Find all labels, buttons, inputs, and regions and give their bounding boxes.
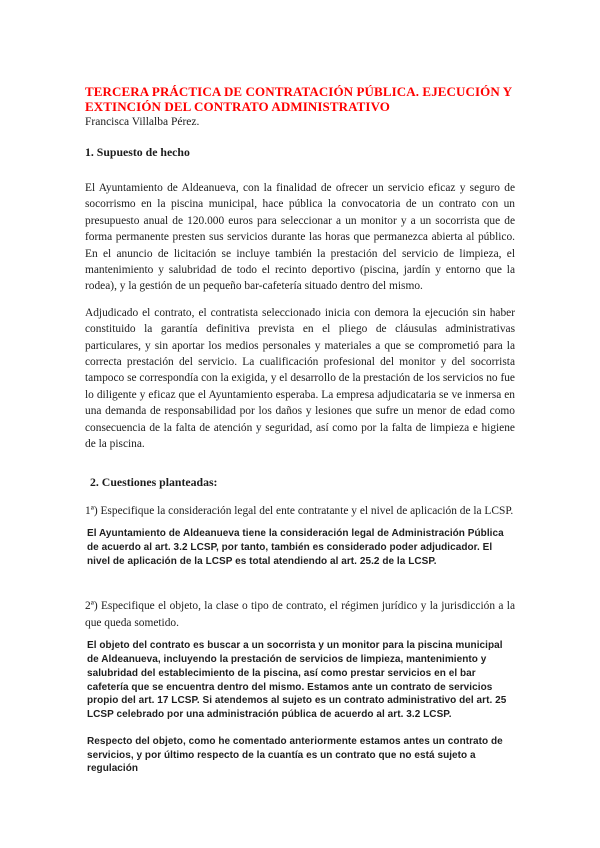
author-line: Francisca Villalba Pérez.: [85, 116, 200, 128]
question-2: 2ª) Especifique el objeto, la clase o tipo de contrato, el régimen jurídico y la jurisdicción a la que queda sometido.: [85, 600, 515, 629]
paragraph-supuesto-1: El Ayuntamiento de Aldeanueva, con la finalidad de ofrecer un servicio eficaz y seguro de socorrismo en la piscina municipal, hace pública la convocatoria de un contrato con un presupuesto anual de 120.000 euros para seleccionar a un monitor y a un socorrista que de forma permanente presten sus servicios durante las horas que permanezca abierta al público. En el anuncio de licitación se incluye también la prestación del servicio de limpieza, el mantenimiento y salubridad de todo el recinto deportivo (piscina, jardín y entorno que la rodea), y la gestión de un pequeño bar-cafetería situado dentro del mismo.: [85, 182, 515, 293]
question-1: 1ª) Especifique la consideración legal del ente contratante y el nivel de aplicación de la LCSP.: [85, 504, 514, 517]
document-title: TERCERA PRÁCTICA DE CONTRATACIÓN PÚBLICA. EJECUCIÓN Y EXTINCIÓN DEL CONTRATO ADMINISTRATIVO: [85, 84, 512, 114]
answer-2-continuation: Respecto del objeto, como he comentado anteriormente estamos antes un contrato de servicios, y por último respecto de la cuantía es un contrato que no está sujeto a regulación: [87, 735, 503, 775]
section-heading-cuestiones-planteadas: 2. Cuestiones planteadas:: [90, 474, 218, 489]
answer-1: El Ayuntamiento de Aldeanueva tiene la consideración legal de Administración Pública de acuerdo al art. 3.2 LCSP, por tanto, también es considerado poder adjudicador. El nivel de aplicación de la LCSP es total atendiendo al art. 25.2 de la LCSP.: [87, 527, 504, 567]
answer-2: El objeto del contrato es buscar a un socorrista y un monitor para la piscina municipal de Aldeanueva, incluyendo la prestación de servicios de limpieza, mantenimiento y salubridad del establecimiento de la piscina, así como prestar servicios en el bar cafetería que se encuentra dentro del mismo. Estamos ante un contrato de servicios propio del art. 17 LCSP. Si atendemos al sujeto es un contrato administrativo del art. 25 LCSP celebrado por una administración pública de acuerdo al art. 3.2 LCSP.: [87, 640, 507, 721]
section-heading-supuesto-de-hecho: 1. Supuesto de hecho: [85, 145, 190, 159]
paragraph-supuesto-2: Adjudicado el contrato, el contratista seleccionado inicia con demora la ejecución sin haber constituido la garantía definitiva prevista en el pliego de cláusulas administrativas particulares, y sin aportar los medios personales y materiales a que se comprometió para la correcta prestación del servicio. La cualificación profesional del monitor y del socorrista tampoco se correspondía con la exigida, y el desarrollo de la prestación de los servicios no fue lo diligente y eficaz que el Ayuntamiento esperaba. La empresa adjudicataria se ve inmersa en una demanda de responsabilidad por los daños y lesiones que sufre un menor de edad como consecuencia de la falta de atención y seguridad, así como por la falta de limpieza e higiene de la piscina.: [85, 306, 515, 451]
